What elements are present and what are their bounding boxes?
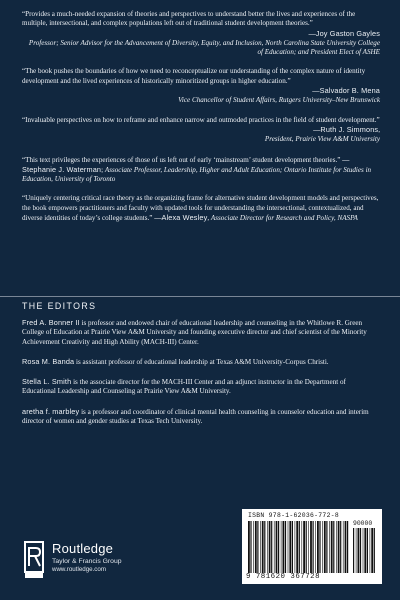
isbn-label: ISBN 978-1-62036-772-8 — [248, 512, 339, 519]
publisher-logo — [22, 540, 192, 580]
barcode-number: 9 781620 367728 — [246, 573, 321, 581]
editor-bio — [22, 357, 378, 367]
quote-author: Ruth J. Simmons — [320, 124, 379, 134]
routledge-logo-icon — [22, 540, 46, 580]
section-divider — [0, 296, 400, 297]
quote-attribution: —Salvador B. Mena — [312, 86, 380, 96]
endorsement — [22, 67, 380, 105]
quote-author-role: Associate Professor, Leadership, Higher and Adult Education; Ontario Institute for Studies in Education, University of Toronto — [22, 165, 372, 184]
editors-list — [22, 318, 378, 436]
endorsement — [22, 155, 380, 185]
editor-bio-text: is assistant professor of educational leadership at Texas A&M University-Corpus Christi. — [74, 357, 329, 366]
barcode-bars — [248, 521, 350, 573]
endorsement — [22, 194, 380, 223]
editor-bio-text: is professor and endowed chair of educational leadership and counseling in the Whitlowe R. Green College of Education at Prairie View A&M University and founding executive director and chief scientist of the Minority Achievement Creativity and High Ability (MACH-III) Center. — [22, 319, 367, 346]
editor-name: Fred A. Bonner II — [22, 318, 80, 327]
quote-author-role: Associate Director for Research and Policy, NASPA — [210, 214, 358, 223]
endorsement — [22, 116, 380, 145]
quote-text: “The book pushes the boundaries of how we need to reconceptualize our understanding of the complex nature of identity development and the lived experiences of historically minoritized groups in higher education.” — [22, 67, 366, 85]
quote-author: Stephanie J. Waterman — [22, 164, 102, 174]
publisher-url: www.routledge.com — [52, 566, 106, 573]
quote-author: Salvador B. Mena — [319, 86, 380, 96]
endorsements — [22, 10, 380, 233]
editor-bio-text: is the associate director for the MACH-III Center and an adjunct instructor in the Department of Educational Leadership and Counseling at Prairie View A&M University. — [22, 378, 346, 396]
editor-bio — [22, 318, 378, 347]
quote-text: “Invaluable perspectives on how to reframe and enhance narrow and outmoded practices in the field of student development.” — [22, 115, 380, 124]
editors-heading: THE EDITORS — [22, 301, 97, 311]
quote-author-role: Vice Chancellor of Student Affairs, Rutgers University–New Brunswick — [178, 96, 380, 105]
quote-attribution: —Ruth J. Simmons, — [313, 124, 380, 134]
quote-text: “Provides a much-needed expansion of theories and perspectives to understand better the lives and experiences of the multiple, intersectional, and complex populations left out of traditional student development theories.” — [22, 10, 356, 28]
price-barcode-bars — [353, 528, 377, 573]
editor-bio — [22, 377, 378, 397]
quote-attribution: —Stephanie J. Waterman; — [22, 154, 350, 174]
editor-name: Stella L. Smith — [22, 377, 72, 387]
quote-author: Alexa Wesley — [161, 213, 208, 223]
endorsement — [22, 10, 380, 57]
price-code: 90000 — [353, 520, 373, 527]
quote-author: Joy Gaston Gayles — [315, 28, 380, 38]
editor-bio — [22, 407, 378, 427]
publisher-name: Routledge — [52, 541, 114, 556]
quote-text: “Uniquely centering critical race theory as the organizing frame for alternative student development models and perspectives, the book empowers practitioners and faculty with updated tools for understanding the intersectional, contextualized, and diverse identities of today’s college students.” — [22, 194, 379, 223]
editor-bio-text: is a professor and coordinator of clinical mental health counseling in counselor education and interim director of women and gender studies at Texas Tech University. — [22, 407, 369, 426]
publisher-group: Taylor & Francis Group — [52, 558, 122, 565]
quote-attribution: —Joy Gaston Gayles — [308, 28, 380, 38]
quote-text: “This text privileges the experiences of those of us left out of early ‘mainstream’ student development theories.” — [22, 155, 341, 164]
quote-author-role: Professor; Senior Advisor for the Advancement of Diversity, Equity, and Inclusion, North Carolina State University College of Education; and President Elect of ASHE — [28, 38, 380, 57]
isbn-barcode — [242, 509, 382, 584]
editor-name: Rosa M. Banda — [22, 356, 75, 366]
editor-name: aretha f. marbley — [22, 406, 80, 416]
quote-attribution: —Alexa Wesley, — [154, 213, 211, 223]
quote-author-role: President, Prairie View A&M University — [264, 135, 380, 144]
